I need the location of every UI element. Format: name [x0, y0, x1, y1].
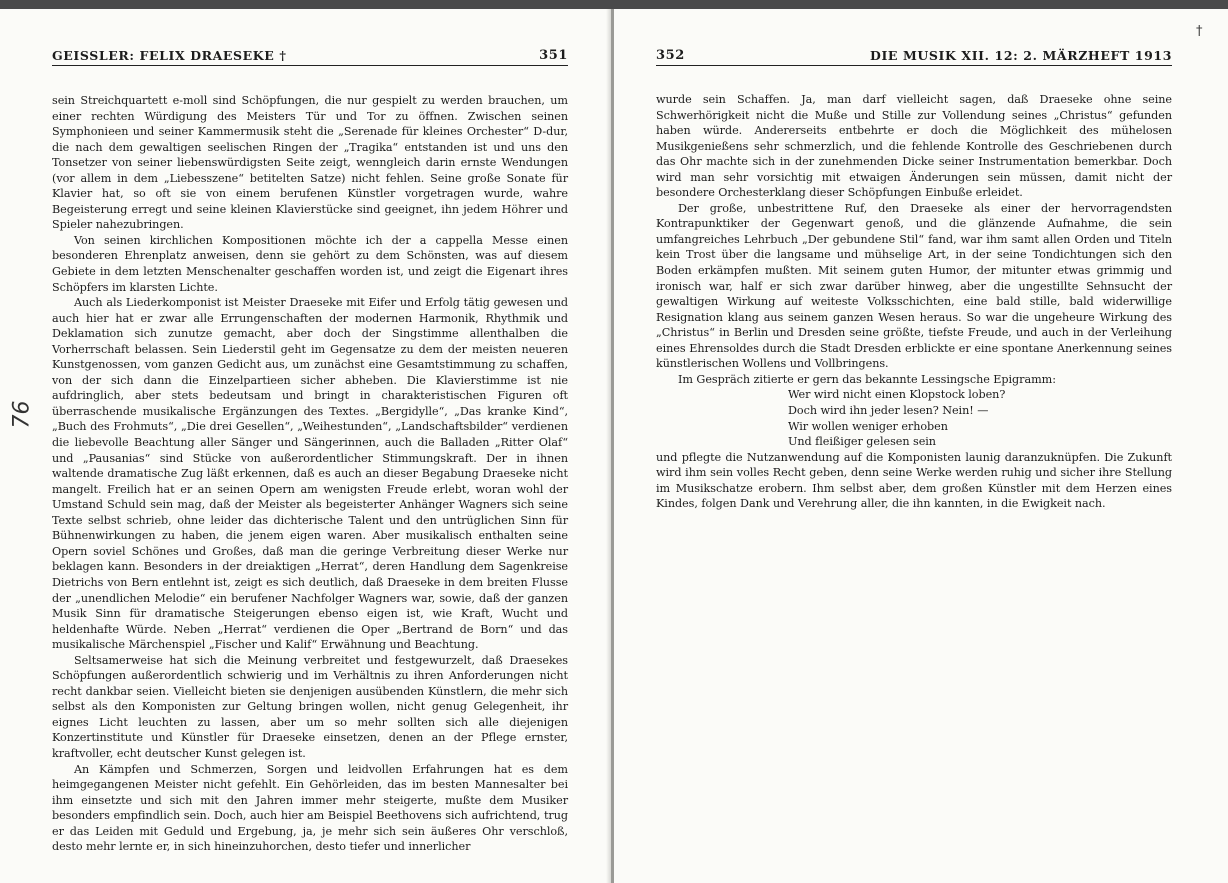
- left-page-number: 351: [539, 48, 568, 63]
- book-gutter: [611, 9, 614, 883]
- paragraph: Auch als Liederkomponist ist Meister Draeseke mit Eifer und Erfolg tätig gewesen und auch hier hat er zwar alle Errungenschaften der modernen Harmonik, Rhythmik und Deklamation sich zunutze gemacht, aber doch der Singstimme allenthalben die Vorherrschaft belassen. Sein Liederstil geht im Gegensatze zu dem der meisten neueren Kunstgenossen, vom ganzen Gedicht aus, um zunächst eine Gesamtstimmung zu schaffen, von der sich dann die Einzelpartieen sicher abheben. Die Klavierstimme ist nie aufdringlich, aber stets bedeutsam und bringt in charakteristischen Figuren oft überraschende musikalische Ergänzungen des Textes. „Bergidylle“, „Das kranke Kind“, „Buch des Frohmuts“, „Die drei Gesellen“, „Weihestunden“, „Landschaftsbilder“ verdienen die liebevolle Beachtung aller Sänger und Sängerinnen, auch die Balladen „Ritter Olaf“ und „Pausanias“ sind Stücke von außerordentlicher Stimmungskraft. Der in ihnen waltende dramatische Zug läßt erkennen, daß es auch an dieser Begabung Draeseke nicht mangelt. Freilich hat er an seinen Opern am wenigsten Freude erlebt, woran wohl der Umstand Schuld sein mag, daß der Meister als begeisterter Anhänger Wagners sich seine Texte selbst schrieb, ohne leider das dichterische Talent und den untrüglichen Sinn für Bühnenwirkungen zu haben, die jenem eigen waren. Aber musikalisch enthalten seine Opern soviel Schönes und Großes, daß man die geringe Verbreitung dieser Werke nur beklagen kann. Besonders in der dreiaktigen „Herrat“, deren Handlung dem Sagenkreise Dietrichs von Bern entlehnt ist, zeigt es sich deutlich, daß Draeseke in dem breiten Flusse der „unendlichen Melodie“ ein berufener Nachfolger Wagners war, sowie, daß der ganzen Musik Sinn für dramatische Steigerungen ebenso eigen ist, wie Kraft, Wucht und heldenhafte Würde. Neben „Herrat“ verdienen die Oper „Bertrand de Born“ und das musikalische Märchenspiel „Fischer und Kalif“ Erwähnung und Beachtung.: [52, 296, 568, 652]
- left-body-text: [52, 93, 568, 855]
- corner-mark: †: [1196, 24, 1203, 39]
- paragraph: sein Streichquartett e-moll sind Schöpfungen, die nur gespielt zu werden brauchen, um einer rechten Würdigung des Meisters Tür und Tor zu öffnen. Zwischen seinen Symphonieen und seiner Kammermusik steht die „Serenade für kleines Orchester“ D-dur, die nach dem gewaltigen seelischen Ringen der „Tragika“ entstanden ist und uns den Tonsetzer von seiner liebenswürdigsten Seite zeigt, wenngleich darin ernste Wendungen (vor allem in dem „Liebesszene“ betitelten Satze) nicht fehlen. Seine große Sonate für Klavier hat, so oft sie von einem berufenen Künstler vorgetragen wurde, wahre Begeisterung erregt und seine kleinen Klavierstücke sind geeignet, ihn jedem Höhrer und Spieler nahezubringen.: [52, 94, 568, 232]
- lessing-epigram: [788, 387, 1172, 449]
- right-running-head: [656, 44, 1172, 66]
- epigram-line: Doch wird ihn jeder lesen? Nein! —: [788, 403, 989, 417]
- paragraph: Von seinen kirchlichen Kompositionen möchte ich der a cappella Messe einen besonderen Ehrenplatz anweisen, denn sie gehört zu dem Schönsten, was auf diesem Gebiete in dem letzten Menschenalter geschaffen worden ist, und zeigt die Eigenart ihres Schöpfers im klarsten Lichte.: [52, 233, 568, 294]
- scan-edge: [0, 0, 1228, 9]
- right-page-number: 352: [656, 48, 685, 63]
- epigram-line: Wer wird nicht einen Klopstock loben?: [788, 388, 1006, 402]
- epigram-line: Wir wollen weniger erhoben: [788, 419, 948, 433]
- paragraph: wurde sein Schaffen. Ja, man darf vielleicht sagen, daß Draeseke ohne seine Schwerhörigkeit nicht die Muße und Stille zur Vollendung seines „Christus“ gefunden haben würde. Andererseits entbehrte er doch die Möglichkeit des mühelosen Musikgenießens sehr schmerzlich, und die fehlende Kontrolle des Geschriebenen durch das Ohr machte sich in der zunehmenden Dicke seiner Instrumentation bemerkbar. Doch wird man sehr vorsichtig mit etwaigen Änderungen sein müssen, damit nicht der besondere Orchesterklang dieser Schöpfungen Einbuße erleidet.: [656, 93, 1172, 200]
- handwritten-margin-note: 76: [9, 400, 35, 429]
- right-header-title: DIE MUSIK XII. 12: 2. MÄRZHEFT 1913: [870, 48, 1172, 63]
- paragraph: Im Gespräch zitierte er gern das bekannte Lessingsche Epigramm:: [678, 372, 1056, 386]
- paragraph: An Kämpfen und Schmerzen, Sorgen und leidvollen Erfahrungen hat es dem heimgegangenen Meister nicht gefehlt. Ein Gehörleiden, das im besten Mannesalter bei ihm einsetzte und sich mit den Jahren immer mehr steigerte, mußte dem Musiker besonders empfindlich sein. Doch, auch hier am Beispiel Beethovens sich aufrichtend, trug er das Leiden mit Geduld und Ergebung, ja, je mehr sich sein äußeres Ohr verschloß, desto mehr lernte er, in sich hineinzuhorchen, desto tiefer und innerlicher: [52, 762, 568, 854]
- right-body-text: [656, 92, 1172, 512]
- closing-paragraph: und pflegte die Nutzanwendung auf die Komponisten launig daranzuknüpfen. Die Zukunft wird ihm sein volles Recht geben, denn seine Werke werden ruhig und sicher ihre Stellung im Musikschatze erobern. Ihm selbst aber, dem großen Künstler mit dem Herzen eines Kindes, folgen Dank und Verehrung aller, die ihn kannten, in die Ewigkeit nach.: [656, 450, 1172, 511]
- left-header-title: GEISSLER: FELIX DRAESEKE †: [52, 48, 287, 63]
- epigram-line: Und fleißiger gelesen sein: [788, 435, 936, 449]
- paragraph: Seltsamerweise hat sich die Meinung verbreitet und festgewurzelt, daß Draesekes Schöpfungen außerordentlich schwierig und im Verhältnis zu ihren Anforderungen nicht recht dankbar seien. Vielleicht bieten sie denjenigen ausübenden Künstlern, die mehr sich selbst als den Komponisten zur Geltung bringen wollen, nicht genug Gelegenheit, ihr eignes Licht leuchten zu lassen, aber um so mehr sollten sich alle diejenigen Konzertinstitute und Künstler für Draeseke einsetzen, denen an der Pflege ernster, kraftvoller, echt deutscher Kunst gelegen ist.: [52, 653, 568, 760]
- left-running-head: [52, 44, 568, 66]
- paragraph: Der große, unbestrittene Ruf, den Draeseke als einer der hervorragendsten Kontrapunktiker der Gegenwart genoß, und die glänzende Aufnahme, die sein umfangreiches Lehrbuch „Der gebundene Stil“ fand, war ihm samt allen Orden und Titeln kein Trost über die langsame und mühselige Art, in der seine Tondichtungen sich den Boden erkämpfen mußten. Mit seinem guten Humor, der mitunter etwas grimmig und ironisch war, half er sich zwar darüber hinweg, aber die ungestillte Sehnsucht der gewaltigen Wirkung auf weiteste Volksschichten, eine bald stille, bald widerwillige Resignation klang aus seinem ganzen Wesen heraus. So war die ungeheure Wirkung des „Christus“ in Berlin und Dresden seine größte, tiefste Freude, und auch in der Verleihung eines Ehrensoldes durch die Stadt Dresden erblickte er eine spontane Anerkennung seines künstlerischen Wollens und Vollbringens.: [656, 201, 1172, 371]
